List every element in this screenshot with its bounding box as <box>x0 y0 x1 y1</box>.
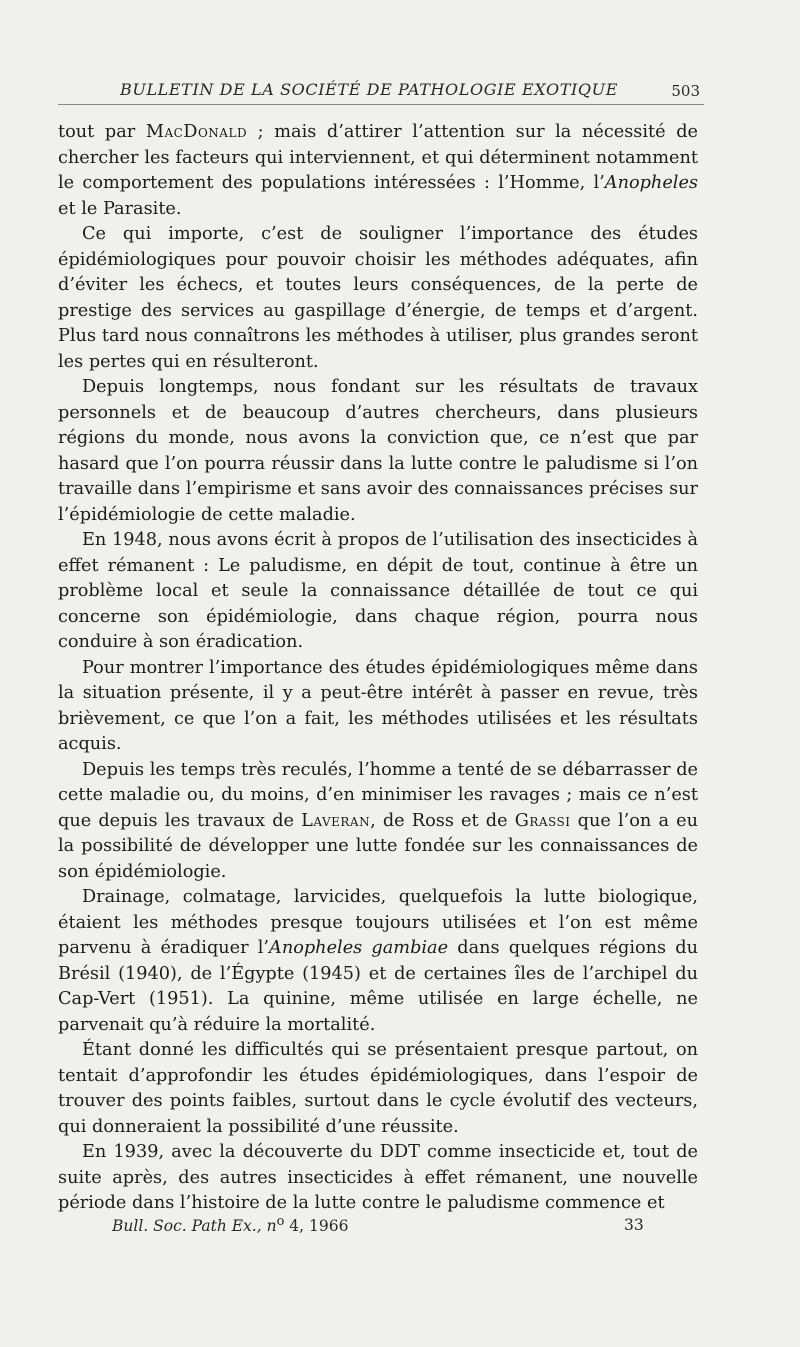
paragraph-2: Ce qui importe, c’est de souligner l’importance des études épidémiologiques pour pouvoir choisir les méthodes adéquates, afin d’éviter les échecs, et toutes leurs conséquences, de la perte de prestige des services au gaspillage d’énergie, de temps et d’argent. Plus tard nous connaîtrons les méthodes à utiliser, plus grandes seront les pertes qui en résulteront. <box>58 224 698 372</box>
article-body <box>58 120 698 1217</box>
paragraph-4: En 1948, nous avons écrit à propos de l’utilisation des insecticides à effet rémanent : Le paludisme, en dépit de tout, continue à être un problème local et seule la connaissance détaillée de tout ce qui concerne son épidémiologie, dans chaque région, pourra nous conduire à son éradication. <box>58 530 698 652</box>
paragraph-9: En 1939, avec la découverte du DDT comme insecticide et, tout de suite après, des autres insecticides à effet rémanent, une nouvelle période dans l’histoire de la lutte contre le paludisme commence et <box>58 1142 698 1213</box>
paragraph-3: Depuis longtemps, nous fondant sur les résultats de travaux personnels et de beaucoup d’autres chercheurs, dans plusieurs régions du monde, nous avons la conviction que, ce n’est que par hasard que l’on pourra réussir dans la lutte contre le paludisme si l’on travaille dans l’empirisme et sans avoir des connaissances précises sur l’épidémiologie de cette maladie. <box>58 377 698 525</box>
printer-signature: 33 <box>624 1216 644 1234</box>
running-head <box>58 78 704 105</box>
citation-text: Bull. Soc. Path Ex., n <box>112 1217 277 1236</box>
text-run: , de Ross et de <box>370 810 515 831</box>
text-run: dans quelques régions du Brésil (1940), de l’Égypte (1945) et de certaines îles de l’archipel du Cap-Vert (1951). La quinine, même utilisée en large échelle, ne parvenait qu’à réduire la mortalité. <box>58 938 699 1035</box>
text-run: tout par <box>58 122 146 142</box>
text-run: Depuis les temps très reculés, l’homme a tenté de se débarrasser de cette maladie ou, du moins, d’en minimiser les ravages ; mais ce n’est que depuis les travaux de <box>58 759 698 831</box>
author-name-grassi: Grassi <box>514 810 571 831</box>
text-run: ; mais d’attirer l’attention sur la nécessité de chercher les facteurs qui interviennent, et qui déterminent notamment le comportement des populations intéressées : l’Homme, l’ <box>58 122 699 193</box>
page-number: 503 <box>671 82 700 100</box>
text-run: Drainage, colmatage, larvicides, quelquefois la lutte biologique, étaient les méthodes presque toujours utilisées et l’on est même parvenu à éradiquer l’ <box>58 887 698 958</box>
citation-superscript: o <box>276 1214 285 1229</box>
species-anopheles-gambiae: Anopheles gambiae <box>269 938 449 958</box>
journal-citation <box>112 1214 348 1235</box>
text-run: que l’on a eu la possibilité de développer une lutte fondée sur les connaissances de son épidémiologie. <box>58 810 698 882</box>
citation-issue: 4, 1966 <box>284 1217 349 1236</box>
page-footer <box>58 1214 704 1238</box>
paragraph-1 <box>58 120 698 222</box>
author-name-macdonald: MacDonald <box>145 122 248 142</box>
text-run: et le Parasite. <box>58 198 182 219</box>
genus-anopheles: Anopheles <box>604 173 698 193</box>
paragraph-7 <box>58 885 698 1038</box>
paragraph-5: Pour montrer l’importance des études épidémiologiques même dans la situation présente, il y a peut-être intérêt à passer en revue, très brièvement, ce que l’on a fait, les méthodes utilisées et les résultats acquis. <box>58 657 698 754</box>
journal-title: BULLETIN DE LA SOCIÉTÉ DE PATHOLOGIE EXOTIQUE <box>120 80 618 99</box>
author-name-laveran: Laveran <box>301 810 371 831</box>
paragraph-6 <box>58 758 698 886</box>
paragraph-8: Étant donné les difficultés qui se présentaient presque partout, on tentait d’approfondir les études épidémiologiques, dans l’espoir de trouver des points faibles, surtout dans le cycle évolutif des vecteurs, qui donneraient la possibilité d’une réussite. <box>58 1040 698 1137</box>
